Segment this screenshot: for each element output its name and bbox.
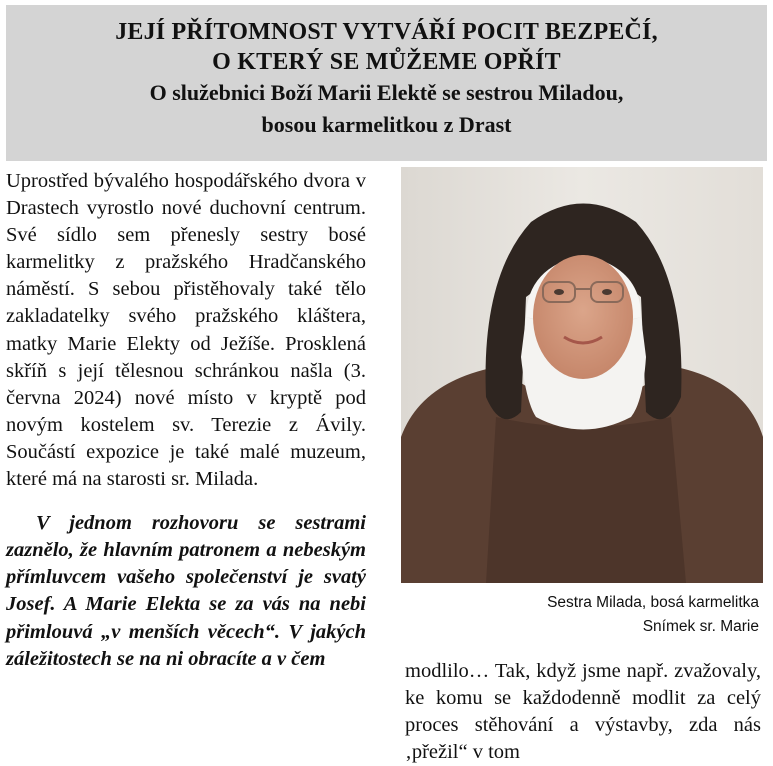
subtitle-line-1: O služebnici Boží Marii Elektě se sestrou Miladou, [149,80,624,105]
title-line-1: JEJÍ PŘÍTOMNOST VYTVÁŘÍ POCIT BEZPEČÍ, [115,19,658,45]
title-line-2: O KTERÝ SE MŮŽEME OPŘÍT [212,49,561,75]
subtitle-line-2: bosou karmelitkou z Drast [261,112,512,137]
caption-line-2: Snímek sr. Marie [642,618,759,635]
continuation-paragraph: modlilo… Tak, když jsme např. zvažovaly, ke komu se každodenně modlit za celý proces stěhování a výstavby, zda nás ‚přežil“ v tom [405,660,761,764]
caption-line-1: Sestra Milada, bosá karmelitka [547,594,759,611]
left-column [6,168,366,673]
article-header [6,5,767,161]
intro-paragraph: Uprostřed bývalého hospodářského dvora v Drastech vyrostlo nové duchovní centrum. Své sídlo sem přenesly sestry bosé karmelitky z pražského Hradčanského náměstí. S sebou přistěhovaly také tělo zakladatelky svého pražského kláštera, matky Marie Elekty od Ježíše. Prosklená skříň s její tělesnou schránkou našla (3. června 2024) nové místo v kryptě pod novým kostelem sv. Terezie z Ávily. Součástí expozice je také malé muzeum, které má na starosti sr. Milada. [6,170,366,491]
photo-caption [401,591,759,639]
portrait-photo [401,167,763,583]
interview-question: V jednom rozhovoru se sestrami zaznělo, že hlavním patronem a nebeským přímluvcem vašeho společenství je svatý Josef. A Marie Elekta se za vás na nebi přimlouvá „v menších věcech“. V jakých záležitostech se na ni obracíte a v čem [6,512,366,670]
